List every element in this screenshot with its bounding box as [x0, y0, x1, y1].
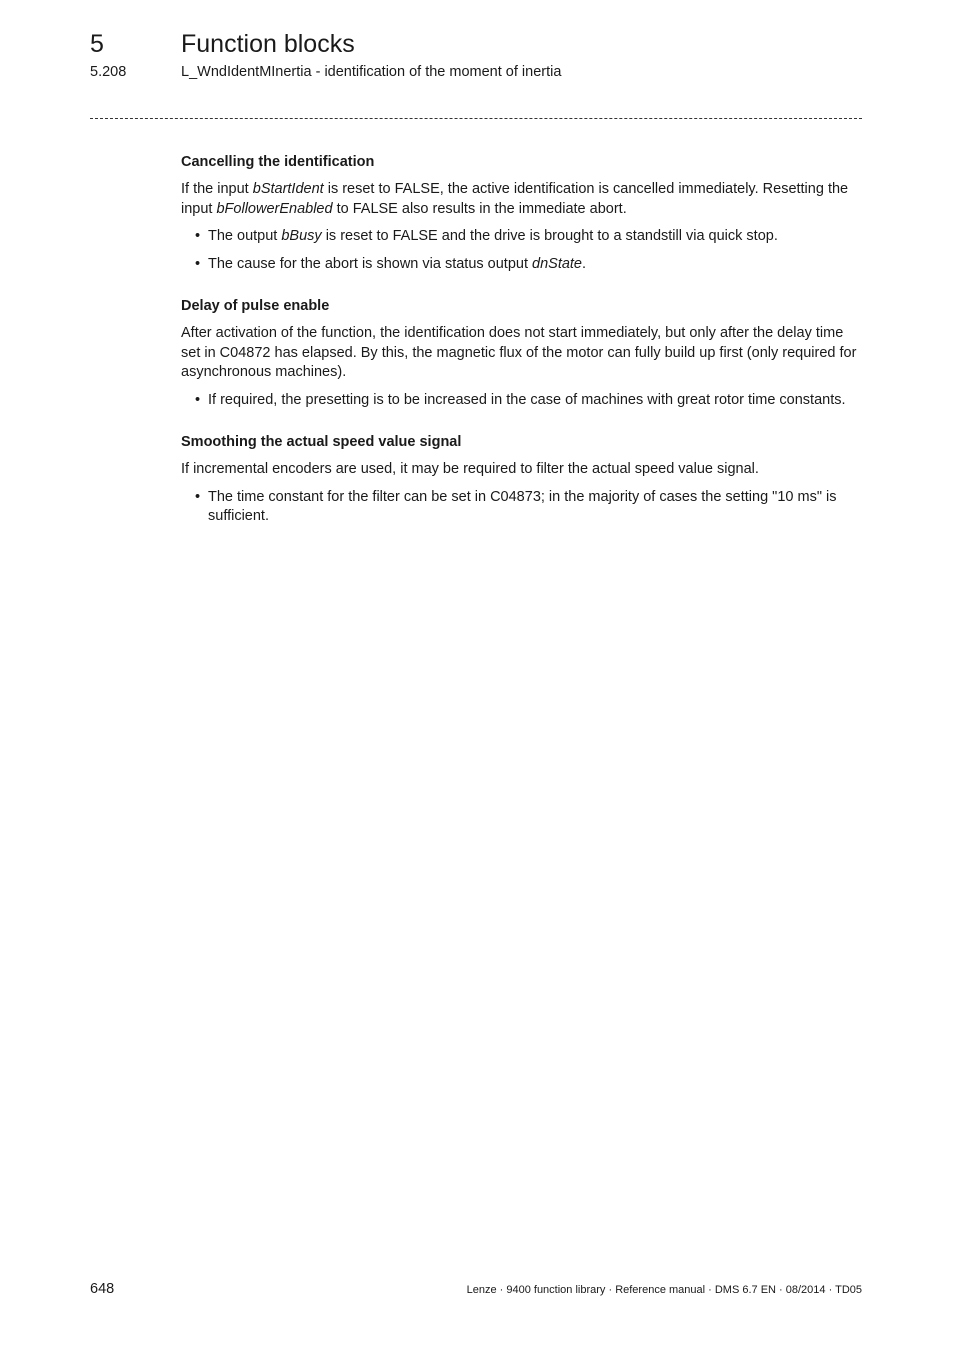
list-item: • The output bBusy is reset to FALSE and the drive is brought to a standstill via quick stop. [181, 227, 865, 247]
header-divider [90, 118, 862, 119]
section-heading: Smoothing the actual speed value signal [181, 434, 462, 450]
section-title: L_WndIdentMInertia - identification of the moment of inertia [181, 64, 562, 80]
list-item: • The time constant for the filter can be set in C04873; in the majority of cases the setting "10 ms" is sufficient. [195, 488, 837, 524]
section-number: 5.208 [90, 64, 127, 80]
bullet-list [181, 227, 865, 274]
bullet-icon: • [195, 255, 201, 272]
list-item: • If required, the presetting is to be increased in the case of machines with great rotor time constants. [181, 391, 865, 411]
bullet-icon: • [195, 228, 201, 244]
page-content [181, 152, 865, 549]
bullet-list [181, 391, 865, 411]
chapter-number: 5 [90, 30, 104, 58]
variable-name: dnState [532, 255, 583, 272]
paragraph: If the input bStartIdent is reset to FALSE, the active identification is cancelled immediately. Resetting the input bFollowerEnabled to FALSE also results in the immediate abort. [181, 181, 849, 217]
variable-name: bStartIdent [252, 181, 324, 197]
section-smoothing-speed-signal [181, 432, 865, 527]
list-item: • The cause for the abort is shown via status output dnState. [181, 255, 865, 275]
page-number: 648 [90, 1281, 115, 1297]
bullet-icon: • [195, 488, 201, 505]
paragraph: If incremental encoders are used, it may be required to filter the actual speed value signal. [181, 461, 759, 477]
section-heading: Cancelling the identification [181, 154, 375, 170]
bullet-list [181, 488, 865, 527]
section-heading: Delay of pulse enable [181, 298, 330, 314]
chapter-title: Function blocks [181, 30, 355, 58]
bullet-icon: • [195, 391, 201, 408]
section-cancelling-identification [181, 152, 865, 274]
paragraph: After activation of the function, the identification does not start immediately, but only after the delay time set in C04872 has elapsed. By this, the magnetic flux of the motor can fully build up first (only required for asynchronous machines). [181, 325, 857, 380]
variable-name: bBusy [281, 228, 322, 244]
section-delay-pulse-enable [181, 296, 865, 410]
variable-name: bFollowerEnabled [216, 200, 333, 217]
footer-doc-info: Lenze · 9400 function library · Reference manual · DMS 6.7 EN · 08/2014 · TD05 [466, 1284, 862, 1296]
